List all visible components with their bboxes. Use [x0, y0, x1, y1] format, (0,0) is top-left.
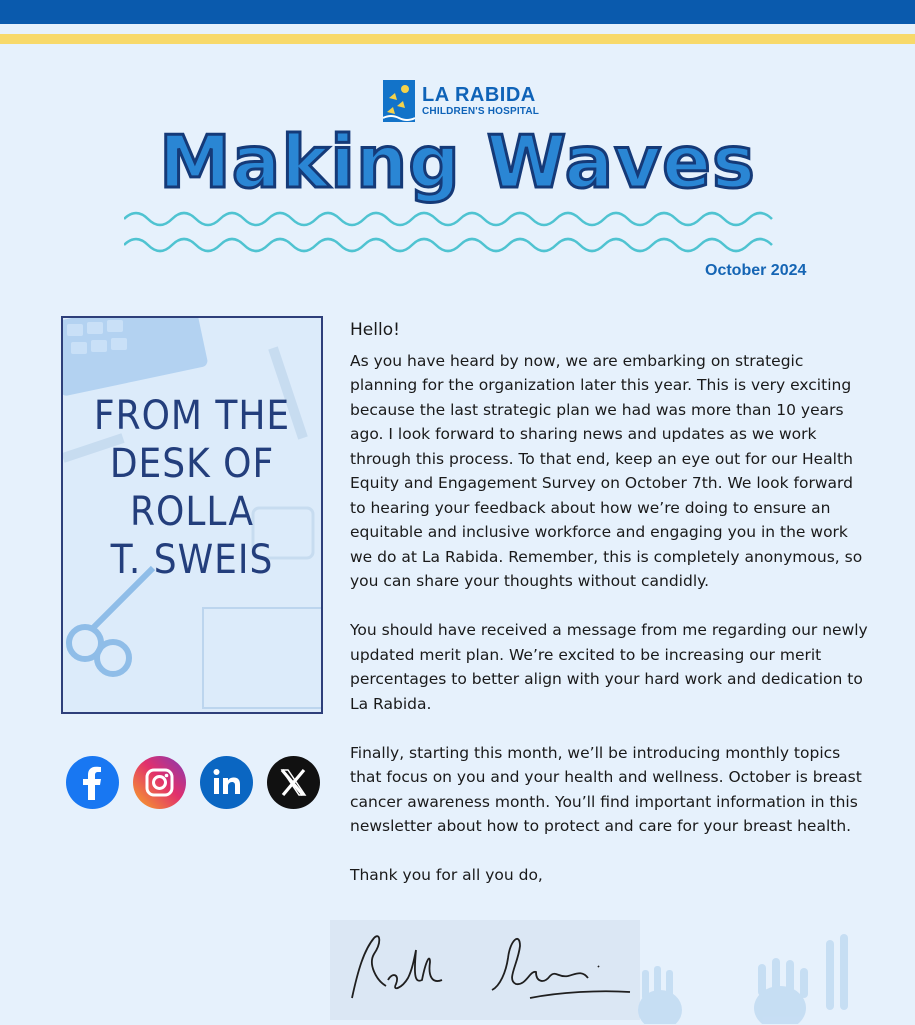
linkedin-icon[interactable] — [200, 756, 253, 809]
desk-title-line: ROLLA — [130, 489, 254, 535]
logo-name: LA RABIDA — [422, 84, 536, 106]
top-blue-bar — [0, 0, 915, 24]
newsletter-title: Making Waves — [159, 120, 756, 204]
waves-decoration — [124, 205, 789, 257]
top-yellow-bar — [0, 34, 915, 44]
facebook-icon[interactable] — [66, 756, 119, 809]
logo-subtitle: CHILDREN'S HOSPITAL — [422, 106, 540, 117]
hospital-logo[interactable] — [383, 80, 539, 122]
handprint-decoration — [630, 930, 915, 1024]
signature — [330, 920, 640, 1020]
letter-paragraph: You should have received a message from me regarding our newly updated merit plan. We’re excited to be increasing our merit percentages to better align with your hard work and dedication to La Rabida. — [350, 621, 868, 713]
issue-date: October 2024 — [705, 262, 807, 279]
desk-title-line: DESK OF — [109, 441, 275, 487]
letter-paragraph: As you have heard by now, we are embarking on strategic planning for the organization later this year. This is very exciting because the last strategic plan we had was more than 10 years ago. I look forward to sharing news and updates as we work through this process. To that end, keep an eye out for our Health Equity and Engagement Survey on October 7th. We look forward to hearing your feedback about how we’re doing to ensure an equitable and inclusive workforce and engaging you in the work we do at La Rabida. Remember, this is completely anonymous, so you can share your thoughts without candidly. — [350, 351, 863, 590]
desk-title-line: FROM THE — [93, 393, 291, 439]
instagram-icon[interactable] — [133, 756, 186, 809]
letter-paragraph: Finally, starting this month, we’ll be introducing monthly topics that focus on you and your health and wellness. October is breast cancer awareness month. You’ll find important information in this newsletter about how to protect and care for your breast health. — [350, 743, 862, 835]
letter-closing: Thank you for all you do, — [350, 866, 543, 884]
logo-icon — [383, 80, 415, 122]
desk-title — [63, 392, 321, 584]
x-icon[interactable] — [267, 756, 320, 809]
desk-title-line: T. SWEIS — [110, 537, 274, 583]
from-the-desk-card — [61, 316, 323, 714]
social-links — [66, 756, 320, 809]
letter-body — [350, 318, 870, 912]
letter-greeting: Hello! — [350, 320, 400, 340]
